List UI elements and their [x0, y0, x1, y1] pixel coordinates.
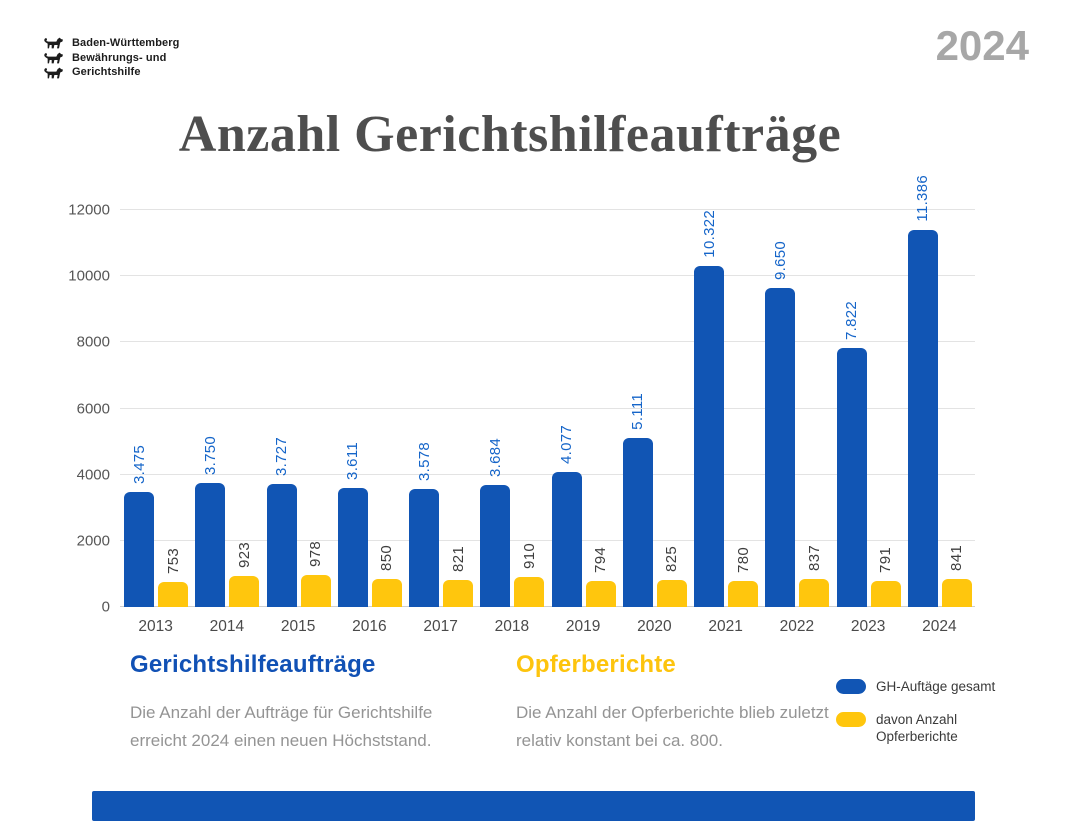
opferberichte-bar: [301, 575, 331, 607]
bar-value-text: 5.111: [629, 393, 647, 430]
bar-value-label: [765, 241, 795, 280]
y-axis-tick: 6000: [76, 400, 110, 417]
x-axis-year: 2019: [565, 618, 601, 635]
logo-lions: [42, 36, 64, 80]
bar-group: [690, 210, 761, 635]
opferberichte-bar: [657, 580, 687, 607]
bar-group: [334, 210, 405, 635]
annotation-opferberichte: [516, 651, 856, 754]
opferberichte-bar: [443, 580, 473, 607]
gh-auftraege-bar: [124, 492, 154, 607]
annotation-heading: Gerichtshilfeaufträge: [130, 651, 376, 678]
gh-auftraege-bar: [837, 348, 867, 607]
lion-icon: [42, 67, 64, 79]
bar-value-label: [372, 545, 402, 571]
y-axis-tick: 2000: [76, 532, 110, 550]
x-axis-year: 2017: [423, 618, 458, 635]
bar-value-label: [586, 547, 616, 573]
bar-value-text: 791: [877, 547, 894, 573]
bar-value-label: [124, 445, 154, 484]
chart-legend: [836, 678, 995, 745]
bar-value-label: [301, 541, 331, 567]
legend-item: [836, 678, 995, 695]
gh-auftraege-bar: [908, 230, 938, 607]
bar-value-text: 3.475: [130, 444, 148, 484]
page-title: Anzahl Gerichtshilfeaufträge: [178, 106, 842, 163]
bar-value-text: 3.611: [344, 442, 362, 480]
gh-auftraege-bar: [552, 472, 582, 607]
gh-auftraege-bar: [694, 266, 724, 607]
bar-value-label: [623, 393, 653, 430]
bar-value-text: 923: [235, 542, 253, 568]
bar-value-text: 9.650: [771, 240, 789, 280]
y-axis-tick: 10000: [68, 267, 110, 285]
bar-value-label: [195, 436, 225, 475]
bar-value-text: 753: [164, 548, 182, 574]
lion-icon: [42, 37, 64, 49]
logo-line: Baden-Württemberg: [72, 37, 180, 49]
bar-value-label: [338, 442, 368, 480]
bar-group: [833, 210, 904, 635]
y-axis-tick: 12000: [68, 201, 110, 219]
annotation-body: Die Anzahl der Aufträge für Gerichtshilfe erreicht 2024 einen neuen Höchststand.: [130, 703, 433, 750]
bar-value-label: [837, 301, 867, 340]
bar-value-label: [694, 210, 724, 258]
opferberichte-bar: [799, 579, 829, 607]
opferberichte-bar: [942, 579, 972, 607]
gh-auftraege-bar: [623, 438, 653, 607]
x-axis-year: 2024: [922, 618, 957, 635]
opferberichte-bar: [158, 582, 188, 607]
x-axis-year: 2018: [494, 618, 530, 635]
bar-value-text: 978: [307, 541, 324, 567]
opferberichte-bar: [871, 581, 901, 607]
bar-value-text: 11.386: [914, 175, 932, 222]
bar-value-text: 850: [378, 545, 396, 571]
logo-line: Bewährungs- und: [72, 51, 167, 64]
gh-auftraege-bar: [267, 484, 297, 607]
bar-value-label: [480, 438, 510, 477]
y-axis-tick: 4000: [76, 466, 110, 484]
opferberichte-bar: [728, 581, 758, 607]
bar-value-text: 4.077: [558, 424, 575, 464]
opferberichte-bar: [372, 579, 402, 607]
bar-value-label: [158, 548, 188, 574]
bar-group: [405, 210, 476, 635]
bar-group: [191, 210, 262, 635]
bar-value-text: 7.822: [843, 300, 860, 340]
legend-label: davon Anzahl Opferberichte: [876, 712, 958, 744]
bar-value-label: [871, 547, 901, 573]
bar-value-text: 837: [805, 545, 823, 571]
legend-swatch: [836, 679, 866, 694]
x-axis-year: 2016: [352, 618, 387, 635]
bar-group: [619, 210, 690, 635]
bar-value-label: [728, 547, 758, 573]
lion-icon: [42, 52, 64, 64]
y-axis-tick: 8000: [76, 333, 110, 351]
gh-auftraege-bar: [409, 489, 439, 607]
plot-area: [68, 175, 975, 635]
bar-value-label: [409, 442, 439, 481]
x-axis-year: 2023: [850, 618, 886, 635]
bar-value-label: [942, 545, 972, 571]
bar-group: [120, 210, 191, 635]
bar-value-label: [229, 542, 259, 568]
bar-value-label: [552, 425, 582, 464]
bar-group: [476, 210, 547, 635]
legend-label: GH-Auftäge gesamt: [876, 679, 996, 694]
x-axis-year: 2022: [779, 618, 815, 635]
bar-value-label: [657, 546, 687, 572]
gh-auftraege-bar: [480, 485, 510, 607]
logo: [42, 36, 179, 80]
bar-group: [263, 210, 334, 635]
bar-value-text: 794: [592, 547, 609, 573]
bar-value-text: 910: [520, 543, 538, 569]
footer-accent-bar: [92, 791, 975, 821]
bar-value-text: 780: [734, 547, 752, 573]
opferberichte-bar: [514, 577, 544, 607]
annotation-heading: Opferberichte: [516, 651, 676, 678]
bar-value-text: 825: [663, 546, 681, 572]
x-axis-year: 2020: [637, 618, 672, 635]
bar-value-text: 3.750: [201, 435, 219, 475]
gh-auftraege-bar: [765, 288, 795, 607]
bar-value-text: 821: [449, 546, 467, 572]
bar-value-label: [799, 545, 829, 571]
bar-value-label: [267, 437, 297, 476]
bar-group: [761, 210, 832, 635]
annotation-body: Die Anzahl der Opferberichte blieb zuletzt relativ konstant bei ca. 800.: [516, 703, 829, 750]
gh-auftraege-bar: [195, 483, 225, 607]
year-badge: 2024: [935, 22, 1029, 69]
x-axis-year: 2021: [708, 618, 743, 635]
bar-value-text: 10.322: [700, 210, 718, 258]
legend-swatch: [836, 712, 866, 727]
logo-text: [72, 36, 179, 80]
bar-value-label: [908, 175, 938, 222]
bar-value-text: 3.684: [486, 437, 504, 477]
annotation-gerichtshilfeauftraege: [130, 651, 470, 754]
bar-value-label: [443, 546, 473, 572]
x-axis-year: 2014: [209, 618, 245, 635]
bar-value-text: 3.727: [273, 436, 290, 476]
y-axis-tick: 0: [101, 598, 110, 616]
bar-group: [904, 175, 975, 635]
bar-group: [548, 210, 619, 635]
legend-item: [836, 711, 995, 745]
x-axis-year: 2013: [138, 618, 173, 635]
bar-value-label: [514, 543, 544, 569]
bar-value-text: 841: [948, 545, 966, 571]
gh-auftraege-bar: [338, 488, 368, 607]
x-axis-year: 2015: [280, 618, 316, 635]
opferberichte-bar: [229, 576, 259, 607]
logo-line: Gerichtshilfe: [72, 66, 141, 78]
opferberichte-bar: [586, 581, 616, 607]
bar-value-text: 3.578: [415, 441, 433, 481]
